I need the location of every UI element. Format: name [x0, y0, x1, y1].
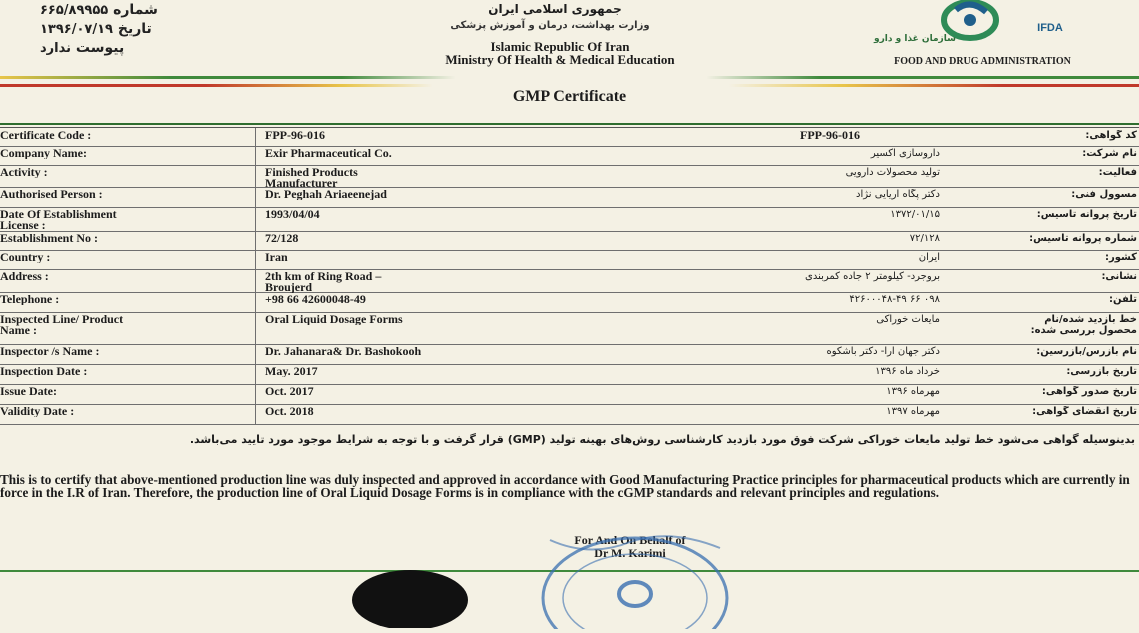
row-fa-value: مایعات خوراکی: [876, 314, 940, 325]
row-label: Authorised Person :: [0, 187, 103, 200]
row-value: Iran: [265, 250, 288, 263]
row-fa-value: مهرماه ۱۳۹۷: [886, 406, 940, 417]
table-row: [0, 312, 1139, 345]
table-row: [0, 187, 1139, 208]
row-fa-label: نام شرکت:: [1082, 148, 1137, 159]
row-label: Issue Date:: [0, 384, 57, 397]
row-fa-value: ۷۲/۱۲۸: [909, 233, 940, 244]
row-value: Exir Pharmaceutical Co.: [265, 146, 392, 159]
row-value: Oct. 2017: [265, 384, 314, 397]
row-fa-label: مسوول فنی:: [1071, 189, 1137, 200]
table-row: [0, 146, 1139, 166]
seal-black: [350, 566, 470, 628]
row-value: Dr. Peghah Ariaeenejad: [265, 187, 387, 200]
row-fa-label: فعالیت:: [1098, 167, 1137, 178]
row-label: Inspection Date :: [0, 364, 88, 377]
ref-date-value: ۱۳۹۶/۰۷/۱۹: [40, 22, 113, 37]
signature-line1: For And On Behalf of: [574, 533, 686, 547]
table-row: [0, 231, 1139, 251]
row-value: May. 2017: [265, 364, 318, 377]
ref-number-label: شماره: [113, 2, 158, 18]
column-divider: [255, 312, 256, 344]
row-value: Finished Products Manufacturer: [265, 165, 358, 189]
ref-attachment-value: ندارد: [40, 41, 72, 56]
row-value: +98 66 42600048-49: [265, 292, 366, 305]
row-label: Telephone :: [0, 292, 60, 305]
row-label: Company Name:: [0, 146, 87, 159]
ref-date: [40, 21, 152, 37]
row-value: Dr. Jahanara& Dr. Bashokooh: [265, 344, 422, 357]
row-label: Activity :: [0, 165, 48, 178]
row-value: Oral Liquid Dosage Forms: [265, 312, 403, 325]
certificate-title: GMP Certificate: [512, 88, 627, 105]
row-label: Date Of Establishment License :: [0, 207, 117, 231]
row-fa-label: شماره پروانه تاسیس:: [1029, 233, 1137, 244]
black-seal-icon: [350, 566, 470, 628]
row-fa-value: مهرماه ۱۳۹۶: [886, 386, 940, 397]
table-row: [0, 165, 1139, 188]
column-divider: [255, 146, 256, 165]
stamp-blue: [530, 528, 740, 629]
row-label: Inspector /s Name :: [0, 344, 100, 357]
ministry-emblem-text: جمهوری اسلامی ایران: [488, 2, 622, 16]
column-divider: [255, 187, 256, 207]
row-fa-value: خرداد ماه ۱۳۹۶: [875, 366, 940, 377]
row-value: FPP-96-016: [265, 128, 325, 141]
table-row: [0, 292, 1139, 313]
row-fa-label: خط بازدید شده/نام محصول بررسی شده:: [1030, 314, 1137, 336]
row-fa-value: ۰۹۸ ۶۶ ۴۲۶۰۰۰۴۸-۴۹: [849, 294, 940, 305]
table-row: [0, 344, 1139, 365]
ref-number-value: ۶۶۵/۸۹۹۵۵: [40, 3, 109, 18]
table-top-rule: [0, 123, 1139, 125]
row-value: 72/128: [265, 231, 299, 244]
ref-attachment-label: پیوست: [75, 40, 125, 56]
column-divider: [255, 292, 256, 312]
ref-date-label: تاریخ: [117, 21, 152, 37]
column-divider: [255, 207, 256, 231]
column-divider: [255, 269, 256, 292]
row-label: Certificate Code :: [0, 128, 92, 141]
row-label: Validity Date :: [0, 404, 75, 417]
fda-fa-name: سازمان غذا و دارو: [874, 34, 956, 44]
row-fa-label: تاریخ صدور گواهی:: [1041, 386, 1137, 397]
row-fa-value: ایران: [918, 252, 940, 263]
certificate-code-fa-value: FPP-96-016: [800, 128, 860, 142]
color-band-top: [0, 76, 1139, 79]
color-band-bottom: [0, 84, 1139, 87]
fda-logo-text: IFDA: [1037, 22, 1063, 34]
column-divider: [255, 250, 256, 269]
column-divider: [255, 128, 256, 146]
ref-attachment: [40, 40, 124, 56]
signature-line2: Dr M. Karimi: [594, 546, 666, 560]
row-fa-label: تاریخ پروانه تاسیس:: [1036, 209, 1137, 220]
row-value: 2th km of Ring Road – Broujerd: [265, 269, 382, 293]
statement-fa: بدینوسیله گواهی می‌شود خط تولید مایعات خوراکی شرکت فوق مورد بازدید کارشناسی روش‌های بهینه تولید (GMP) قرار گرفت و با توجه به شرایط موجود مورد تایید می‌باشد.: [189, 433, 1135, 446]
table-row: [0, 207, 1139, 232]
row-fa-value: بروجرد- کیلومتر ۲ جاده کمربندی: [805, 271, 940, 282]
row-fa-label: نشانی:: [1101, 271, 1137, 282]
official-stamp-icon: [530, 528, 740, 629]
column-divider: [255, 344, 256, 364]
column-divider: [255, 231, 256, 250]
row-fa-label: کد گواهی:: [1085, 130, 1137, 141]
table-row: [0, 269, 1139, 293]
row-fa-value: تولید محصولات دارویی: [845, 167, 940, 178]
statement-en: This is to certify that above-mentioned production line was duly inspected and approved in accordance with Good Manufacturing Practice principles for pharmaceutical products which are currently in force in the I.R of Iran. Therefore, the production line of Oral Liquid Dosage Forms is in compliance with the cGMP standards and relevant principles and regulations.: [0, 472, 1130, 500]
row-fa-label: تلفن:: [1108, 294, 1137, 305]
row-fa-label: تاریخ انقضای گواهی:: [1032, 406, 1137, 417]
table-row: [0, 404, 1139, 425]
fda-name: FOOD AND DRUG ADMINISTRATION: [894, 56, 1071, 67]
ref-number: [40, 2, 158, 18]
ministry-line1: Islamic Republic Of Iran: [490, 39, 630, 54]
row-value: 1993/04/04: [265, 207, 320, 220]
table-row: [0, 384, 1139, 405]
table-row: [0, 250, 1139, 270]
row-label: Establishment No :: [0, 231, 99, 244]
table-row: [0, 364, 1139, 385]
row-fa-label: کشور:: [1104, 252, 1137, 263]
row-label: Address :: [0, 269, 49, 282]
column-divider: [255, 165, 256, 187]
row-label: Inspected Line/ Product Name :: [0, 312, 124, 336]
column-divider: [255, 384, 256, 404]
row-fa-value: داروسازی اکسیر: [870, 148, 940, 159]
column-divider: [255, 404, 256, 424]
column-divider: [255, 364, 256, 384]
row-fa-label: نام بازرس/بازرسین:: [1036, 346, 1137, 357]
row-fa-value: دکتر پگاه آریایی نژاد: [856, 189, 940, 200]
row-fa-value: دکتر جهان آرا- دکتر باشکوه: [826, 346, 940, 357]
ministry-line2: Ministry Of Health & Medical Education: [445, 52, 675, 67]
table-row: [0, 128, 1139, 147]
row-value: Oct. 2018: [265, 404, 314, 417]
row-fa-value: ۱۳۷۲/۰۱/۱۵: [890, 209, 940, 220]
row-fa-label: تاریخ بازرسی:: [1066, 366, 1137, 377]
ministry-fa-line: وزارت بهداشت، درمان و آموزش پزشکی: [450, 20, 650, 31]
row-label: Country :: [0, 250, 51, 263]
